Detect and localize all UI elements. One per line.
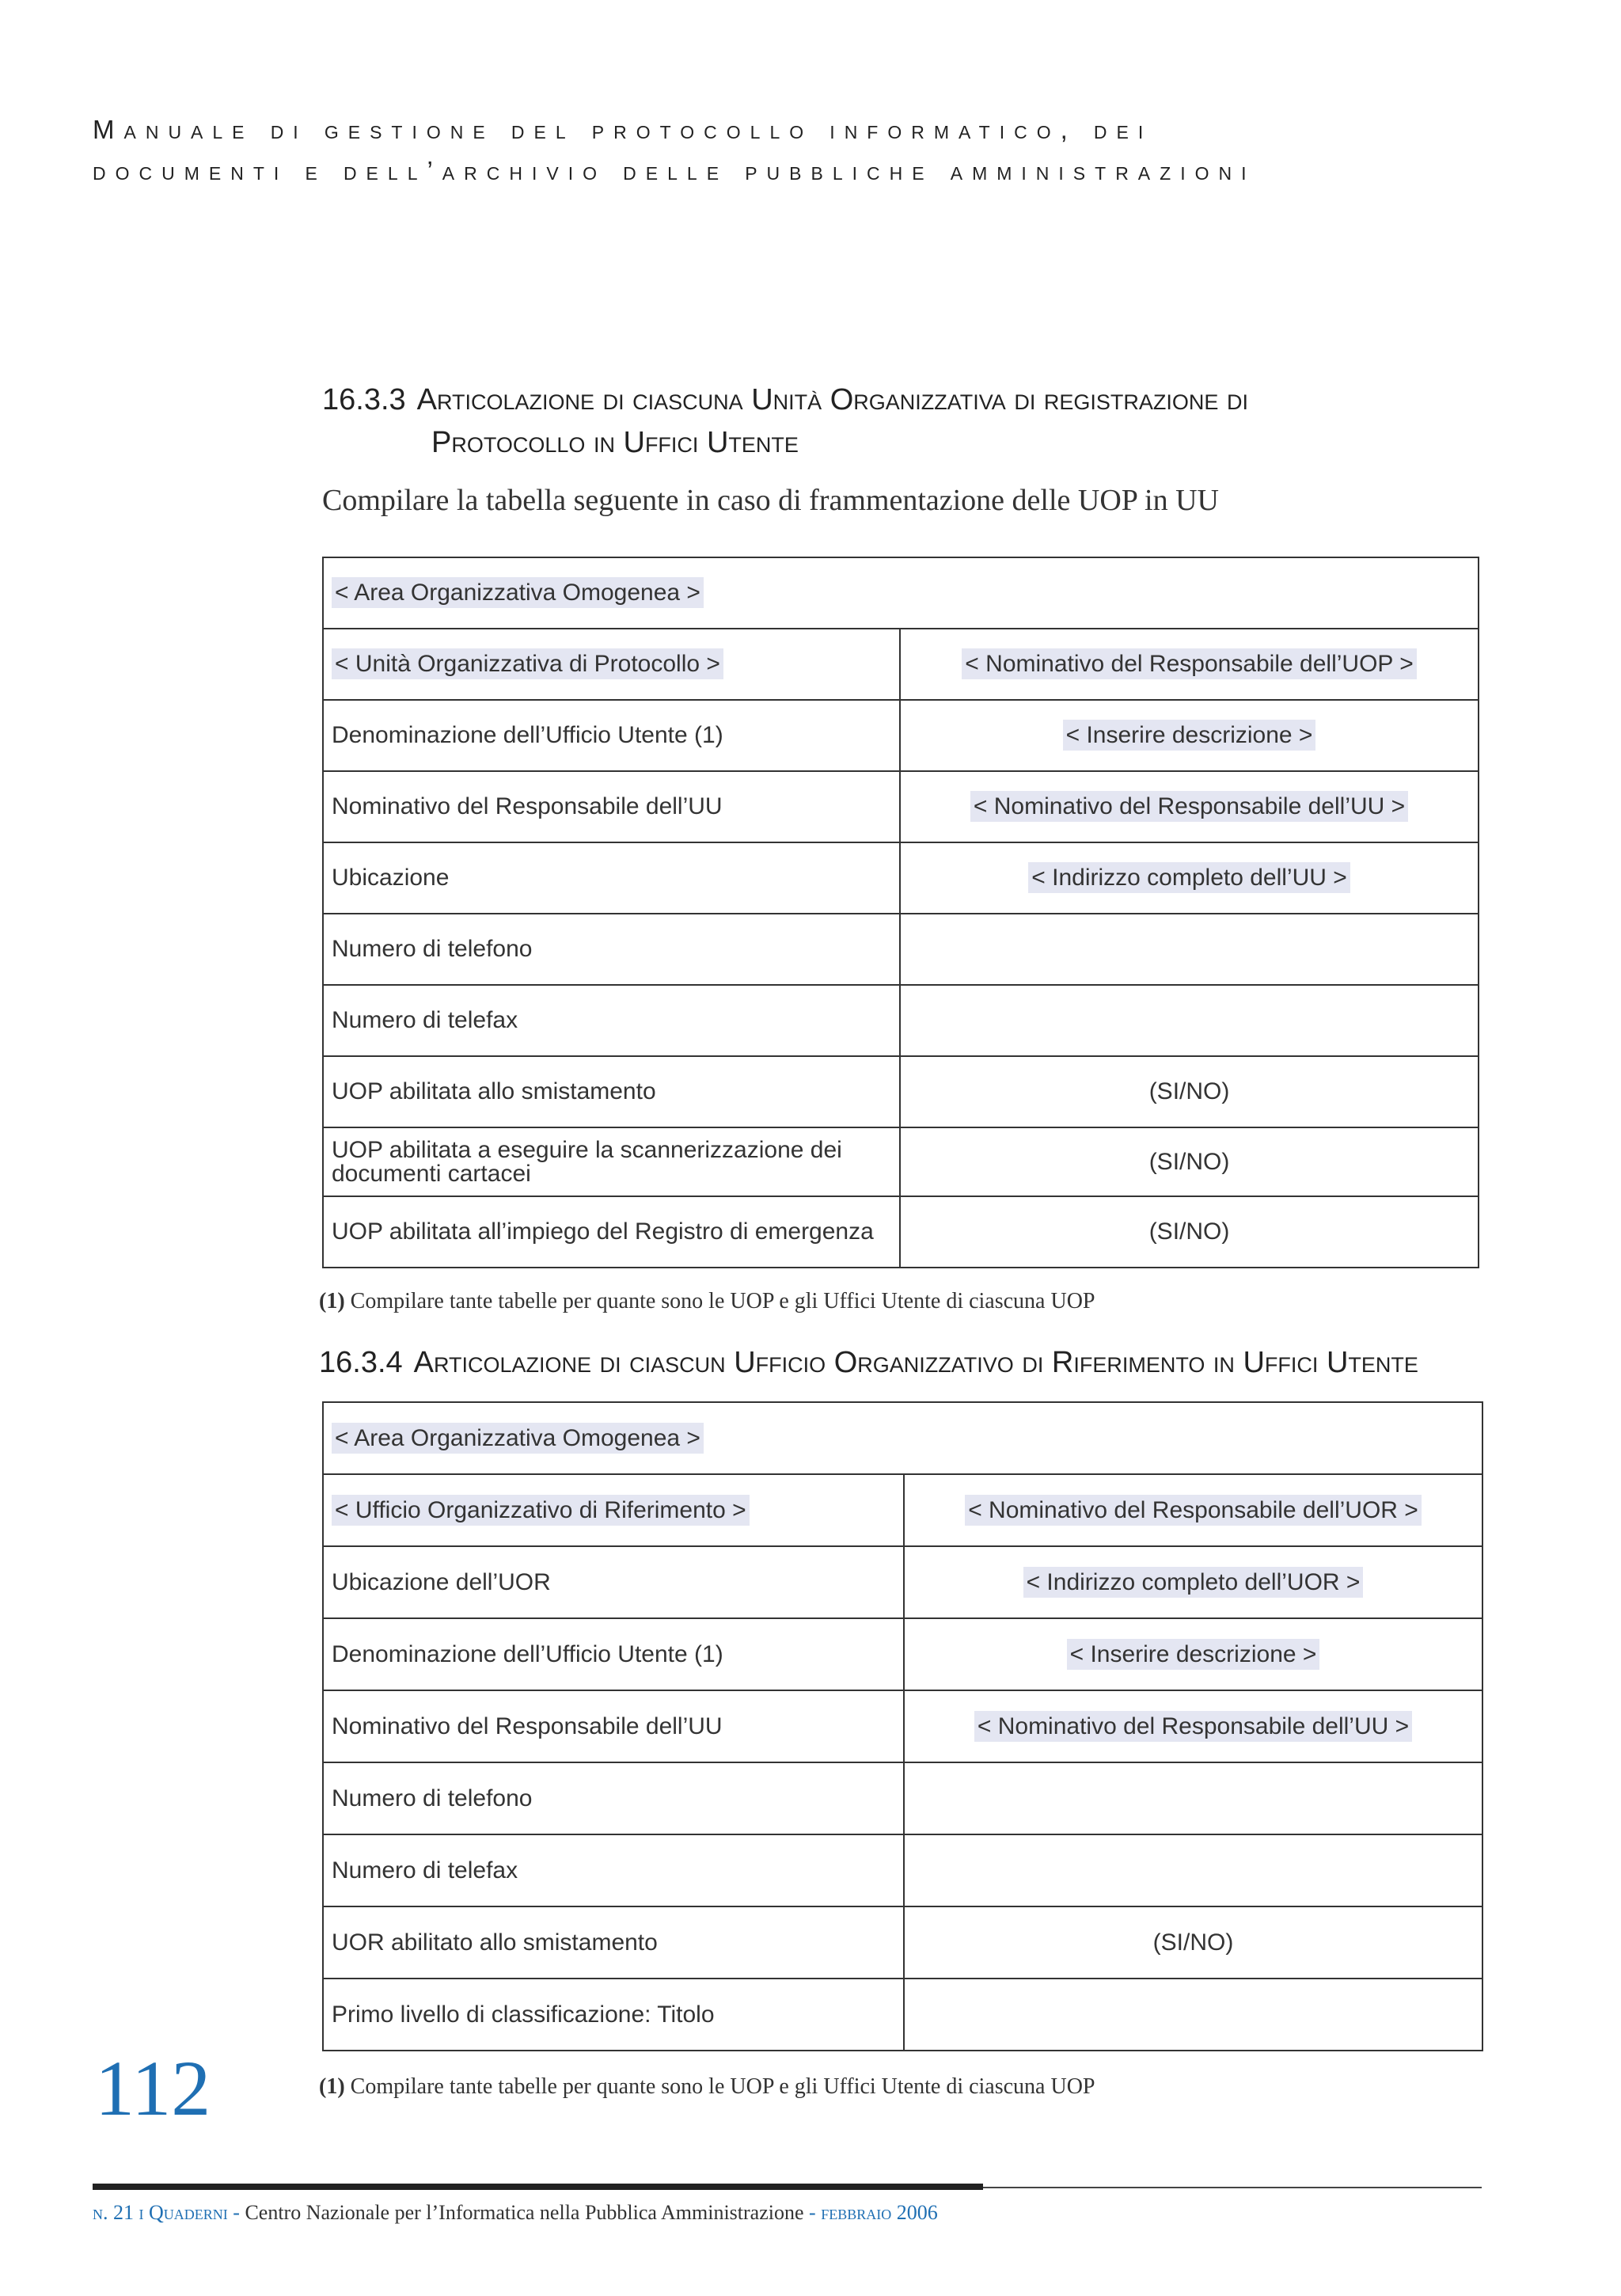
row-label: Denominazione dell’Ufficio Utente (1) bbox=[323, 1618, 904, 1690]
footer-separator: - bbox=[227, 2201, 245, 2224]
section-2-footnote bbox=[319, 2074, 1095, 2100]
running-header bbox=[93, 109, 1517, 192]
row-value[interactable] bbox=[900, 985, 1479, 1056]
row-value[interactable]: (SI/NO) bbox=[900, 1127, 1479, 1196]
row-label: Numero di telefono bbox=[323, 914, 900, 985]
row-value[interactable]: < Inserire descrizione > bbox=[904, 1618, 1482, 1690]
running-header-line2: documenti e dell’archivio delle pubbliche amministrazioni bbox=[93, 156, 1256, 185]
footnote-text: Compilare tante tabelle per quante sono le UOP e gli Uffici Utente di ciascuna UOP bbox=[350, 2074, 1095, 2099]
section-2-title: Articolazione di ciascun Ufficio Organizzativo di Riferimento in Uffici Utente bbox=[413, 1346, 1418, 1379]
running-header-line1: Manuale di gestione del protocollo informatico, dei bbox=[93, 115, 1153, 144]
uor-name-cell[interactable]: < Ufficio Organizzativo di Riferimento > bbox=[323, 1474, 904, 1546]
row-label: Numero di telefax bbox=[323, 985, 900, 1056]
uop-name-cell[interactable]: < Unità Organizzativa di Protocollo > bbox=[323, 629, 900, 700]
uop-table bbox=[322, 557, 1479, 1268]
aoo-cell[interactable]: < Area Organizzativa Omogenea > bbox=[323, 1402, 1482, 1474]
row-value[interactable]: < Indirizzo completo dell’UOR > bbox=[904, 1546, 1482, 1618]
table-row bbox=[323, 1546, 1482, 1618]
section-1-title-line2: Protocollo in Uffici Utente bbox=[431, 426, 799, 459]
aoo-cell[interactable]: < Area Organizzativa Omogenea > bbox=[323, 557, 1479, 629]
section-1-number: 16.3.3 bbox=[322, 383, 406, 416]
footer-separator: - bbox=[803, 2201, 822, 2224]
section-2-heading bbox=[319, 1346, 1418, 1380]
row-label: Primo livello di classificazione: Titolo bbox=[323, 1979, 904, 2051]
table-row bbox=[323, 1906, 1482, 1979]
row-value[interactable] bbox=[904, 1979, 1482, 2051]
footnote-text: Compilare tante tabelle per quante sono le UOP e gli Uffici Utente di ciascuna UOP bbox=[350, 1289, 1095, 1313]
row-value[interactable] bbox=[904, 1834, 1482, 1906]
table-row bbox=[323, 1690, 1482, 1762]
uor-table bbox=[322, 1401, 1483, 2051]
row-value[interactable]: (SI/NO) bbox=[904, 1906, 1482, 1979]
table-row bbox=[323, 1056, 1479, 1127]
row-label: UOP abilitata allo smistamento bbox=[323, 1056, 900, 1127]
row-value[interactable] bbox=[904, 1762, 1482, 1834]
table-row bbox=[323, 1474, 1482, 1546]
page-number: 112 bbox=[95, 2044, 211, 2132]
uor-responsible-cell[interactable]: < Nominativo del Responsabile dell’UOR > bbox=[904, 1474, 1482, 1546]
row-value[interactable]: < Inserire descrizione > bbox=[900, 700, 1479, 771]
section-1-footnote bbox=[319, 1289, 1095, 1314]
footer bbox=[93, 2201, 938, 2225]
table-row bbox=[323, 700, 1479, 771]
table-row bbox=[323, 1834, 1482, 1906]
section-1-heading bbox=[322, 383, 1248, 417]
row-label: UOR abilitato allo smistamento bbox=[323, 1906, 904, 1979]
table-row bbox=[323, 1402, 1482, 1474]
table-row bbox=[323, 842, 1479, 914]
table-row bbox=[323, 1618, 1482, 1690]
table-row bbox=[323, 1196, 1479, 1268]
table-row bbox=[323, 557, 1479, 629]
table-row bbox=[323, 914, 1479, 985]
row-label: UOP abilitata all’impiego del Registro di emergenza bbox=[323, 1196, 900, 1268]
footnote-mark: (1) bbox=[319, 2074, 345, 2099]
footer-date: febbraio 2006 bbox=[821, 2201, 938, 2224]
row-value[interactable]: (SI/NO) bbox=[900, 1056, 1479, 1127]
footer-issue: n. 21 i Quaderni bbox=[93, 2201, 228, 2224]
row-label: Ubicazione dell’UOR bbox=[323, 1546, 904, 1618]
table-row bbox=[323, 1127, 1479, 1196]
section-1-title-line1: Articolazione di ciascuna Unità Organizzativa di registrazione di bbox=[416, 383, 1248, 416]
row-value[interactable]: < Nominativo del Responsabile dell’UU > bbox=[904, 1690, 1482, 1762]
table-row bbox=[323, 629, 1479, 700]
row-value[interactable] bbox=[900, 914, 1479, 985]
uop-responsible-cell[interactable]: < Nominativo del Responsabile dell’UOP > bbox=[900, 629, 1479, 700]
row-label: Numero di telefono bbox=[323, 1762, 904, 1834]
table-row bbox=[323, 771, 1479, 842]
table-row bbox=[323, 1762, 1482, 1834]
footer-rule-thick bbox=[93, 2184, 983, 2190]
table-row bbox=[323, 1979, 1482, 2051]
row-value[interactable]: (SI/NO) bbox=[900, 1196, 1479, 1268]
table-row bbox=[323, 985, 1479, 1056]
row-value[interactable]: < Nominativo del Responsabile dell’UU > bbox=[900, 771, 1479, 842]
section-2-number: 16.3.4 bbox=[319, 1346, 403, 1379]
row-label: Numero di telefax bbox=[323, 1834, 904, 1906]
row-label: Ubicazione bbox=[323, 842, 900, 914]
footer-center: Centro Nazionale per l’Informatica nella Pubblica Amministrazione bbox=[245, 2201, 804, 2224]
row-label: UOP abilitata a eseguire la scannerizzazione dei documenti cartacei bbox=[323, 1127, 900, 1196]
footnote-mark: (1) bbox=[319, 1289, 345, 1313]
row-label: Nominativo del Responsabile dell’UU bbox=[323, 1690, 904, 1762]
row-label: Nominativo del Responsabile dell’UU bbox=[323, 771, 900, 842]
section-1-heading-cont bbox=[431, 426, 799, 460]
section-1-intro: Compilare la tabella seguente in caso di frammentazione delle UOP in UU bbox=[322, 484, 1219, 517]
row-label: Denominazione dell’Ufficio Utente (1) bbox=[323, 700, 900, 771]
row-value[interactable]: < Indirizzo completo dell’UU > bbox=[900, 842, 1479, 914]
